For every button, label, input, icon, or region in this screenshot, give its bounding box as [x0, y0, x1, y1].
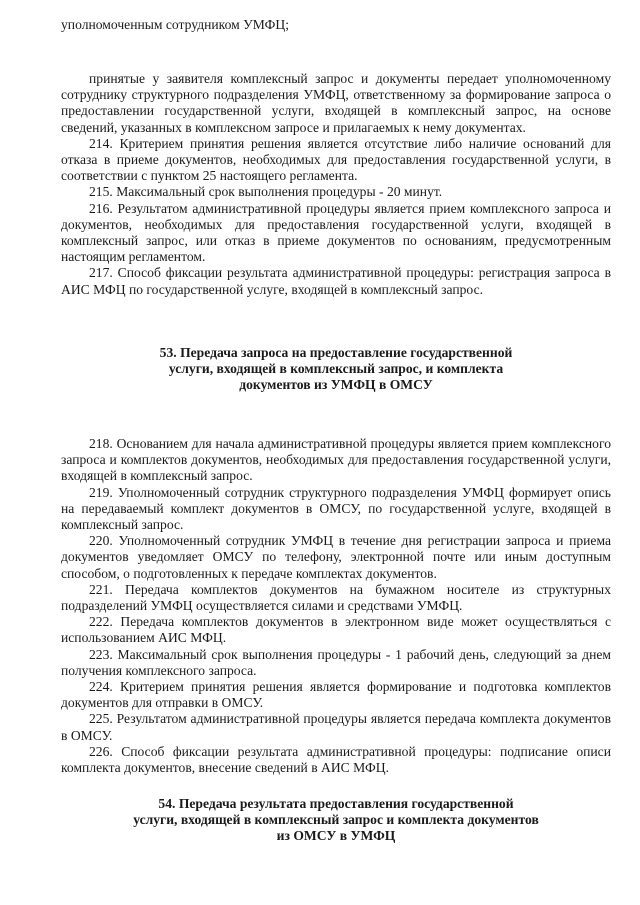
heading-line: документов из УМФЦ в ОМСУ — [239, 377, 433, 393]
heading-line: 53. Передача запроса на предоставление государственной — [159, 345, 513, 360]
paragraph-218: 218. Основанием для начала административной процедуры является прием комплексного запроса и комплектов документов, необходимых для предоставления государственной услуги, входящей в комплексный запрос. — [61, 436, 611, 484]
paragraph-216: 216. Результатом административной процедуры является прием комплексного запроса и документов, необходимых для предоставления государственной услуги, входящей в комплексный запрос, или отказ в приеме документов по основаниям, предусмотренным настоящим регламентом. — [61, 200, 611, 265]
heading-line: из ОМСУ в УМФЦ — [276, 828, 396, 844]
paragraph-220: 220. Уполномоченный сотрудник УМФЦ в течение дня регистрации запроса и приема документов уведомляет ОМСУ по телефону, электронной почте или иным доступным способом, о подготовленных к передаче комплектах документов. — [61, 533, 611, 581]
paragraph-214: 214. Критерием принятия решения является отсутствие либо наличие оснований для отказа в приеме документов, необходимых для предоставления государственной услуги, в соответствии с пунктом 25 настоящего регламента. — [61, 135, 611, 184]
heading-line: услуги, входящей в комплексный запрос, и комплекта — [168, 361, 504, 377]
paragraph: принятые у заявителя комплексный запрос и документы передает уполномоченному сотруднику структурного подразделения УМФЦ, ответственному за формирование запроса о предоставлении государственной услуги, входящей в комплексный запрос, на основе сведений, указанных в комплексном запросе и прилагаемых к нему документах. — [61, 71, 611, 135]
paragraph-221: 221. Передача комплектов документов на бумажном носителе из структурных подразделений УМФЦ осуществляется силами и средствами УМФЦ. — [61, 581, 611, 614]
section-paragraphs-213-217 — [61, 71, 611, 298]
section-heading-53 — [61, 345, 611, 394]
paragraph-224: 224. Критерием принятия решения является формирование и подготовка комплектов документов для отправки в ОМСУ. — [61, 679, 611, 711]
heading-line: 54. Передача результата предоставления государственной — [158, 796, 514, 811]
paragraph-226: 226. Способ фиксации результата административной процедуры: подписание описи комплекта документов, внесение сведений в АИС МФЦ. — [61, 743, 611, 776]
paragraph-225: 225. Результатом административной процедуры является передача комплекта документов в ОМСУ. — [61, 711, 611, 743]
paragraph-219: 219. Уполномоченный сотрудник структурного подразделения УМФЦ формирует опись на передаваемый комплект документов в ОМСУ, по государственной услуге, входящей в комплексный запрос. — [61, 484, 611, 533]
continuation-line: уполномоченным сотрудником УМФЦ; — [61, 17, 289, 32]
section-heading-54 — [61, 796, 611, 845]
section-paragraphs-218-226 — [61, 436, 611, 776]
paragraph-215: 215. Максимальный срок выполнения процедуры - 20 минут. — [89, 184, 443, 200]
paragraph-217: 217. Способ фиксации результата административной процедуры: регистрация запроса в АИС МФЦ по государственной услуге, входящей в комплексный запрос. — [61, 265, 611, 297]
paragraph-223: 223. Максимальный срок выполнения процедуры - 1 рабочий день, следующий за днем получения комплексного запроса. — [61, 646, 611, 678]
heading-line: услуги, входящей в комплексный запрос и комплекта документов — [133, 812, 539, 828]
paragraph-222: 222. Передача комплектов документов в электронном виде может осуществляться с использованием АИС МФЦ. — [61, 614, 611, 646]
